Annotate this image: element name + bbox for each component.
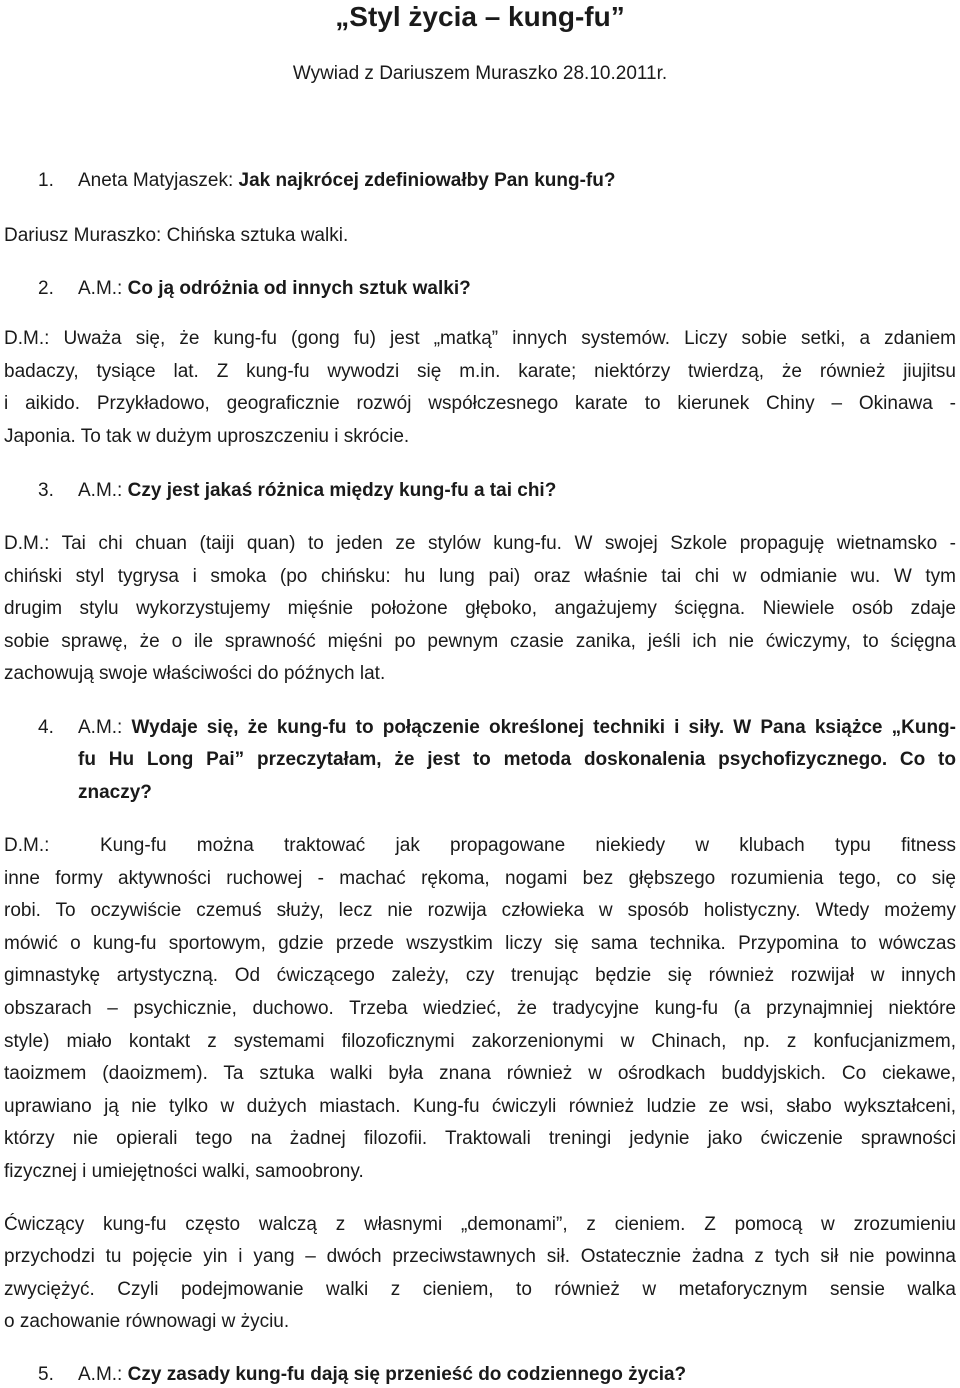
answer-4b-line: przychodzi tu pojęcie yin i yang – dwóch przeciwstawnych sił. Ostatecznie żadna z tych sił nie powinna bbox=[4, 1246, 956, 1267]
question-4-line bbox=[78, 715, 956, 741]
question-5-text: Czy zasady kung-fu dają się przenieść do codziennego życia? bbox=[127, 1364, 687, 1385]
answer-4-line: style) miało kontakt z systemami filozoficznymi zakorzenionymi w Chinach, np. z konfucjanizmem, bbox=[4, 1031, 956, 1052]
answer-4-speaker: D.M.: bbox=[4, 835, 50, 856]
question-5-number: 5. bbox=[38, 1364, 54, 1385]
question-1-speaker: Aneta Matyjaszek: bbox=[78, 170, 239, 191]
question-3 bbox=[78, 478, 556, 504]
question-1 bbox=[78, 168, 615, 194]
answer-4-line: Kung-fu można traktować jak propagowane niekiedy w klubach typu fitness bbox=[100, 835, 956, 856]
answer-2-line: D.M.: Uważa się, że kung-fu (gong fu) jest „matką” innych systemów. Liczy sobie setki, a zdaniem bbox=[4, 328, 956, 349]
answer-2-line: i aikido. Przykładowo, geograficznie rozwój współczesnego karate to kierunek Chiny – Okinawa - bbox=[4, 393, 956, 414]
question-2 bbox=[78, 276, 471, 302]
answer-2-line: badaczy, tysiące lat. Z kung-fu wywodzi się m.in. karate; niektórzy twierdzą, że również jiujitsu bbox=[4, 361, 956, 382]
question-5 bbox=[78, 1362, 686, 1388]
answer-4b-line: o zachowanie równowagi w życiu. bbox=[4, 1311, 290, 1332]
answer-4-line: obszarach – psychicznie, duchowo. Trzeba wiedzieć, że tradycyjne kung-fu (a przynajmniej niektóre bbox=[4, 998, 956, 1019]
answer-2-line: Japonia. To tak w dużym uproszczeniu i skrócie. bbox=[4, 426, 410, 447]
question-2-text: Co ją odróżnia od innych sztuk walki? bbox=[127, 278, 471, 299]
answer-4-line: mówić o kung-fu sportowym, gdzie przede wszystkim liczy się sama technika. Przypomina to wówczas bbox=[4, 933, 956, 954]
answer-4-line: uprawiano ją nie tylko w dużych miastach. Kung-fu ćwiczyli również ludzie ze wsi, słabo wykształceni, bbox=[4, 1096, 956, 1117]
question-4-line: znaczy? bbox=[78, 782, 152, 803]
question-1-text: Jak najkrócej zdefiniowałby Pan kung-fu? bbox=[238, 170, 616, 191]
answer-4-line: którzy nie opierali tego na żadnej filozofii. Traktowali treningi jedynie jako ćwiczenie sprawności bbox=[4, 1128, 956, 1149]
question-2-speaker: A.M.: bbox=[78, 278, 128, 299]
question-1-number: 1. bbox=[38, 170, 54, 191]
question-4-text: Wydaje się, że kung-fu to połączenie określonej techniki i siły. W Pana książce „Kung- bbox=[131, 717, 956, 738]
answer-4-line: gimnastykę artystyczną. Od ćwiczącego zależy, czy trenując będzie się również rozwijał w innych bbox=[4, 965, 956, 986]
question-4-line: fu Hu Long Pai” przeczytałam, że jest to metoda doskonalenia psychofizycznego. Co to bbox=[78, 749, 956, 770]
answer-3-line: sobie sprawę, że o ile sprawność mięśni po pewnym czasie zanika, jeśli ich nie ćwiczymy, to ścięgna bbox=[4, 631, 956, 652]
answer-4-line: robi. To oczywiście czemuś służy, lecz nie rozwija człowieka w sposób holistyczny. Wtedy możemy bbox=[4, 900, 956, 921]
answer-4-line: inne formy aktywności ruchowej - machać rękoma, nogami bez głębszego rozumienia tego, co się bbox=[4, 868, 956, 889]
answer-3-line: zachowują swoje właściwości do późnych lat. bbox=[4, 663, 386, 684]
document-title: „Styl życia – kung-fu” bbox=[335, 1, 625, 32]
document-subtitle: Wywiad z Dariuszem Muraszko 28.10.2011r. bbox=[292, 63, 668, 84]
answer-3-line: chiński styl tygrysa i smoka (po chińsku: hu lung pai) oraz właśnie tai chi w odmianie wu. W tym bbox=[4, 566, 956, 587]
question-4-speaker: A.M.: bbox=[78, 717, 132, 738]
answer-4-line: taoizmem (daoizmem). Ta sztuka walki była znana również w ośrodkach buddyjskich. Co ciekawe, bbox=[4, 1063, 956, 1084]
answer-4b-line: zwyciężyć. Czyli podejmowanie walki z cieniem, to również w metaforycznym sensie walka bbox=[4, 1279, 956, 1300]
question-4-number: 4. bbox=[38, 717, 54, 738]
question-3-speaker: A.M.: bbox=[78, 480, 128, 501]
answer-1: Dariusz Muraszko: Chińska sztuka walki. bbox=[4, 225, 349, 246]
question-2-number: 2. bbox=[38, 278, 54, 299]
question-3-number: 3. bbox=[38, 480, 54, 501]
question-5-speaker: A.M.: bbox=[78, 1364, 128, 1385]
question-3-text: Czy jest jakaś różnica między kung-fu a tai chi? bbox=[127, 480, 557, 501]
answer-4-line: fizycznej i umiejętności walki, samoobrony. bbox=[4, 1161, 364, 1182]
answer-4b-line: Ćwiczący kung-fu często walczą z własnymi „demonami”, z cieniem. Z pomocą w zrozumieniu bbox=[4, 1214, 956, 1235]
answer-3-line: drugim stylu wykorzystujemy mięśnie położone głęboko, angażujemy ścięgna. Niewiele osób zdaje bbox=[4, 598, 956, 619]
answer-3-line: D.M.: Tai chi chuan (taiji quan) to jeden ze stylów kung-fu. W swojej Szkole propaguję wietnamsko - bbox=[4, 533, 956, 554]
